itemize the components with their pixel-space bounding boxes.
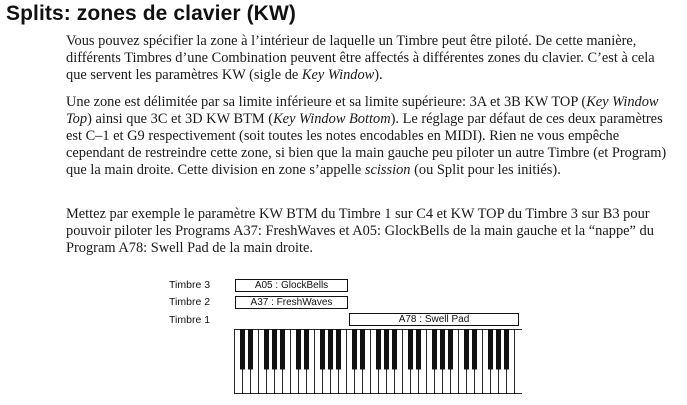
paragraph-intro: [66, 33, 678, 84]
black-key: [448, 330, 453, 370]
timbre-1-label: Timbre 1: [169, 314, 211, 326]
black-key: [360, 330, 365, 370]
paragraph-intro-emphasis: Key Window: [301, 67, 375, 83]
black-key: [384, 330, 389, 370]
paragraph-zone-text-2: ) ainsi que 3C et 3D KW BTM (: [87, 111, 274, 127]
black-key: [504, 330, 509, 370]
paragraph-intro-text-2: ).: [374, 67, 383, 83]
paragraph-intro-text-1: Vous pouvez spécifier la zone à l’intérieur de laquelle un Timbre peut être piloté. De cette manière, différents Timbres d’une Combination peuvent être affectés à différentes zones du clavier. C’est à cela que servent les paramètres KW (sigle de: [66, 33, 655, 83]
paragraph-zone-text-4: (ou Split pour les initiés).: [410, 162, 561, 178]
black-key: [392, 330, 397, 370]
paragraph-zone-emphasis-1: Key Window Top: [66, 94, 659, 127]
black-key: [304, 330, 309, 370]
zone-timbre-3: A05 : GlockBells: [235, 279, 348, 292]
black-key: [320, 330, 325, 370]
keyboard-diagram: [234, 329, 522, 396]
black-key: [488, 330, 493, 370]
timbre-2-label: Timbre 2: [169, 296, 211, 308]
section-title: Splits: zones de clavier (KW): [6, 2, 296, 25]
black-key: [264, 330, 269, 370]
timbre-3-label: Timbre 3: [169, 279, 211, 291]
black-key: [376, 330, 381, 370]
black-key: [280, 330, 285, 370]
black-key: [272, 330, 277, 370]
paragraph-zone-emphasis-3: scission: [364, 162, 411, 178]
black-key: [352, 330, 357, 370]
black-key: [472, 330, 477, 370]
paragraph-example: Mettez par exemple le paramètre KW BTM du Timbre 1 sur C4 et KW TOP du Timbre 3 sur B3 pour pouvoir piloter les Programs A37: FreshWaves et A05: GlockBells de la main gauche et la “nappe” du Program A78: Swell Pad de la main droite.: [66, 206, 654, 256]
paragraph-zone-definition: [66, 94, 678, 179]
black-key: [336, 330, 341, 370]
black-key: [432, 330, 437, 370]
black-key: [464, 330, 469, 370]
zone-timbre-2: A37 : FreshWaves: [235, 296, 348, 309]
paragraph-zone-text-3: ). Le réglage par défaut de ces deux paramètres est C–1 et G9 respectivement (soit toutes les notes encodables en MIDI). Rien ne vous empêche cependant de restreindre cette zone, si bien que la main gauche peu piloter un autre Timbre (et Program) que la main droite. Cette division en zone s’appelle: [66, 111, 667, 178]
black-key: [416, 330, 421, 370]
black-key: [296, 330, 301, 370]
black-key: [328, 330, 333, 370]
white-key: [515, 330, 523, 394]
black-key: [248, 330, 253, 370]
black-key: [240, 330, 245, 370]
paragraph-zone-emphasis-2: Key Window Bottom: [273, 111, 391, 127]
black-key: [496, 330, 501, 370]
black-key: [408, 330, 413, 370]
zone-timbre-1: A78 : Swell Pad: [349, 313, 519, 326]
black-key: [440, 330, 445, 370]
paragraph-zone-text-1: Une zone est délimitée par sa limite inférieure et sa limite supérieure: 3A et 3B KW TOP (: [66, 94, 587, 110]
